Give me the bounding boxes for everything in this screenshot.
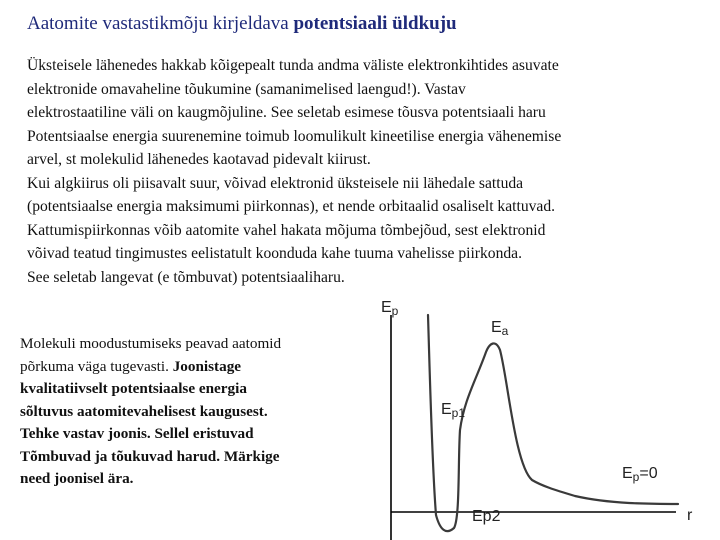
paragraph-line: (potentsiaalse energia maksimumi piirkonnas), et nende orbitaalid osaliselt kattuvad. bbox=[27, 198, 556, 215]
paragraph-line: elektronide omavaheline tõukumine (samanimelised laengud!). Vastav bbox=[27, 80, 466, 98]
ep2-label: Ep2 bbox=[472, 508, 501, 525]
task-line-plain: põrkuma väga tugevasti. bbox=[20, 357, 173, 375]
potential-energy-diagram bbox=[360, 290, 720, 540]
paragraph-line: arvel, st molekulid lähenedes kaotavad pidevalt kiirust. bbox=[27, 151, 371, 168]
max-label: Ea bbox=[491, 319, 509, 338]
task-line-bold: Joonistage bbox=[172, 357, 242, 375]
task-line bbox=[20, 356, 380, 379]
task-line: Tõmbuvad ja tõukuvad harud. Märkige bbox=[20, 447, 280, 465]
paragraph-line: Kattumispiirkonnas võib aatomite vahel hakata mõjuma tõmbejõud, sest elektronid bbox=[27, 221, 546, 239]
explanation-paragraph bbox=[27, 54, 717, 289]
task-line: Molekuli moodustumiseks peavad aatomid bbox=[20, 335, 282, 352]
potential-curve-svg bbox=[360, 290, 720, 540]
paragraph-line: võivad teatud tingimustes eelistatult koonduda kahe tuuma vahelisse piirkonda. bbox=[27, 245, 522, 262]
ep1-label: Ep1 bbox=[441, 401, 466, 420]
paragraph-line: elektrostaatiline väli on kaugmõjuline. See seletab esimese tõusva potentsiaali haru bbox=[27, 104, 546, 121]
ep0-label: Ep=0 bbox=[622, 465, 658, 484]
task-line: need joonisel ära. bbox=[20, 470, 134, 487]
potential-curve bbox=[428, 315, 678, 531]
task-text bbox=[20, 333, 380, 491]
y-axis-label: Ep bbox=[381, 299, 399, 318]
paragraph-line: Üksteisele lähenedes hakkab kõigepealt tunda andma väliste elektronkihtides asuvate bbox=[27, 57, 559, 74]
paragraph-line: See seletab langevat (e tõmbuvat) potentsiaaliharu. bbox=[27, 268, 345, 286]
paragraph-line: Potentsiaalse energia suurenemine toimub loomulikult kineetilise energia vähenemise bbox=[27, 127, 562, 145]
title-bold: potentsiaali üldkuju bbox=[293, 13, 457, 34]
task-line: Tehke vastav joonis. Sellel eristuvad bbox=[20, 425, 254, 442]
paragraph-line: Kui algkiirus oli piisavalt suur, võivad elektronid üksteisele nii lähedale sattuda bbox=[27, 174, 524, 192]
title-plain: Aatomite vastastikmõju kirjeldava bbox=[27, 13, 294, 34]
task-line: kvalitatiivselt potentsiaalse energia bbox=[20, 380, 247, 397]
x-axis-label: r bbox=[687, 507, 693, 524]
task-line: sõltuvus aatomitevahelisest kaugusest. bbox=[20, 402, 268, 420]
slide-title bbox=[27, 12, 707, 36]
